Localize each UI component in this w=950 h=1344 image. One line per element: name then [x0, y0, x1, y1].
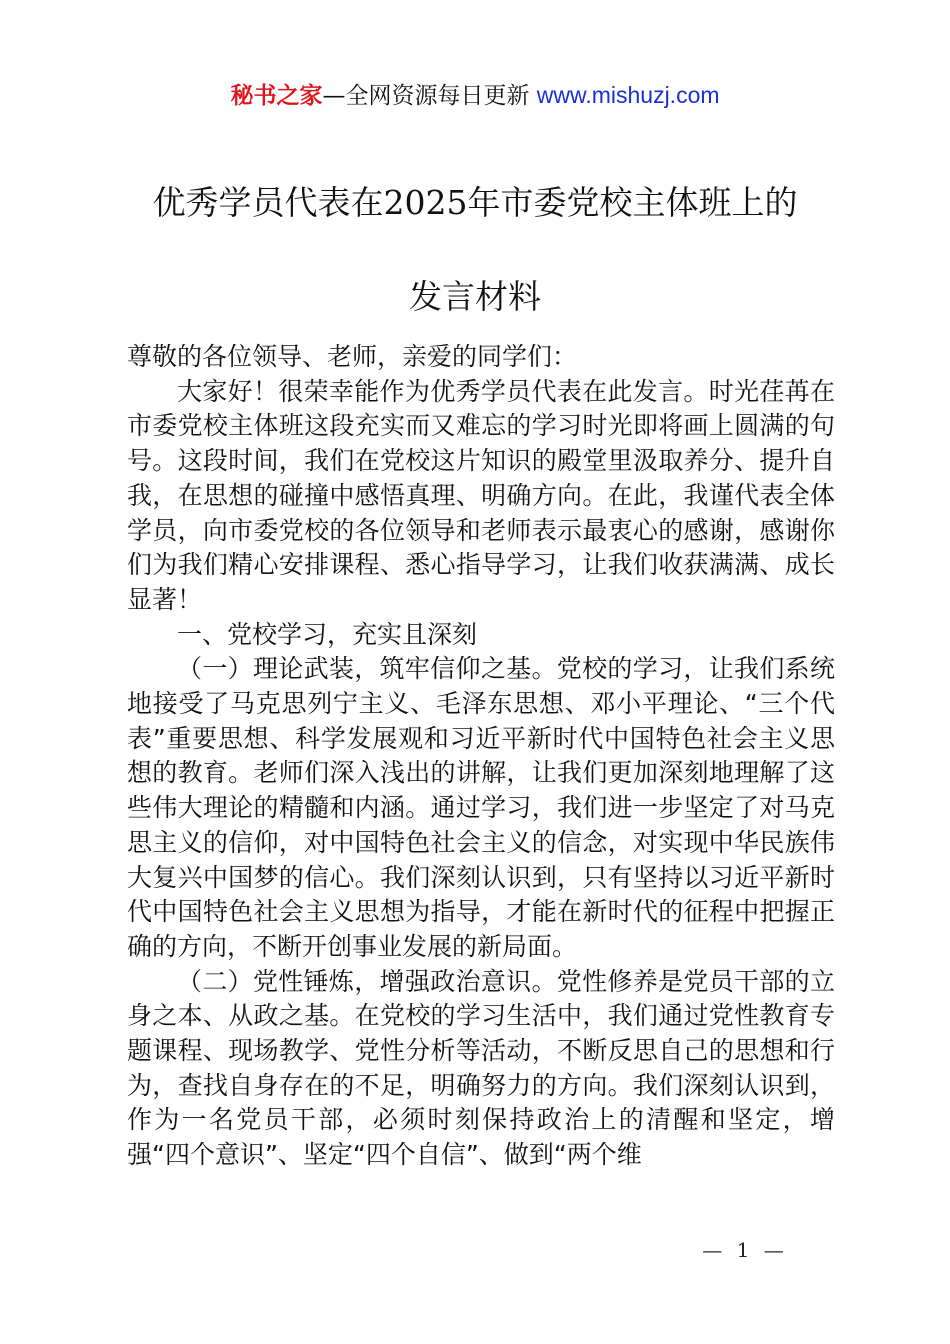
page-number: — 1 — [702, 1238, 788, 1262]
title-line-1: 优秀学员代表在2025年市委党校主体班上的 [152, 183, 798, 222]
site-header [0, 80, 950, 111]
paragraph-theory: （一）理论武装，筑牢信仰之基。党校的学习，让我们系统地接受了马克思列宁主义、毛泽东思想、邓小平理论、“三个代表”重要思想、科学发展观和习近平新时代中国特色社会主义思想的教育。老师们深入浅出的讲解，让我们更加深刻地理解了这些伟大理论的精髓和内涵。通过学习，我们进一步坚定了对马克思主义的信仰，对中国特色社会主义的信念，对实现中华民族伟大复兴中国梦的信心。我们深刻认识到，只有坚持以习近平新时代中国特色社会主义思想为指导，才能在新时代的征程中把握正确的方向，不断开创事业发展的新局面。 [127, 654, 835, 961]
salutation: 尊敬的各位领导、老师，亲爱的同学们： [127, 342, 578, 371]
site-url-link[interactable]: www.mishuzj.com [536, 82, 720, 108]
document-title [0, 156, 950, 344]
header-tagline: —全网资源每日更新 [322, 83, 537, 109]
brand-name: 秘书之家 [230, 83, 323, 109]
title-line-2: 发言材料 [409, 277, 541, 316]
paragraph-party-spirit: （二）党性锤炼，增强政治意识。党性修养是党员干部的立身之本、从政之基。在党校的学习生活中，我们通过党性教育专题课程、现场教学、党性分析等活动，不断反思自己的思想和行为，查找自身存在的不足，明确努力的方向。我们深刻认识到，作为一名党员干部，必须时刻保持政治上的清醒和坚定，增强“四个意识”、坚定“四个自信”、做到“两个维 [127, 966, 835, 1170]
document-body [127, 340, 835, 1173]
section-heading-1: 一、党校学习，充实且深刻 [177, 619, 478, 649]
paragraph-opening: 大家好！很荣幸能作为优秀学员代表在此发言。时光荏苒在市委党校主体班这段充实而又难忘的学习时光即将画上圆满的句号。这段时间，我们在党校这片知识的殿堂里汲取养分、提升自我，在思想的碰撞中感悟真理、明确方向。在此，我谨代表全体学员，向市委党校的各位领导和老师表示最衷心的感谢，感谢你们为我们精心安排课程、悉心指导学习，让我们收获满满、成长显著！ [127, 376, 835, 614]
